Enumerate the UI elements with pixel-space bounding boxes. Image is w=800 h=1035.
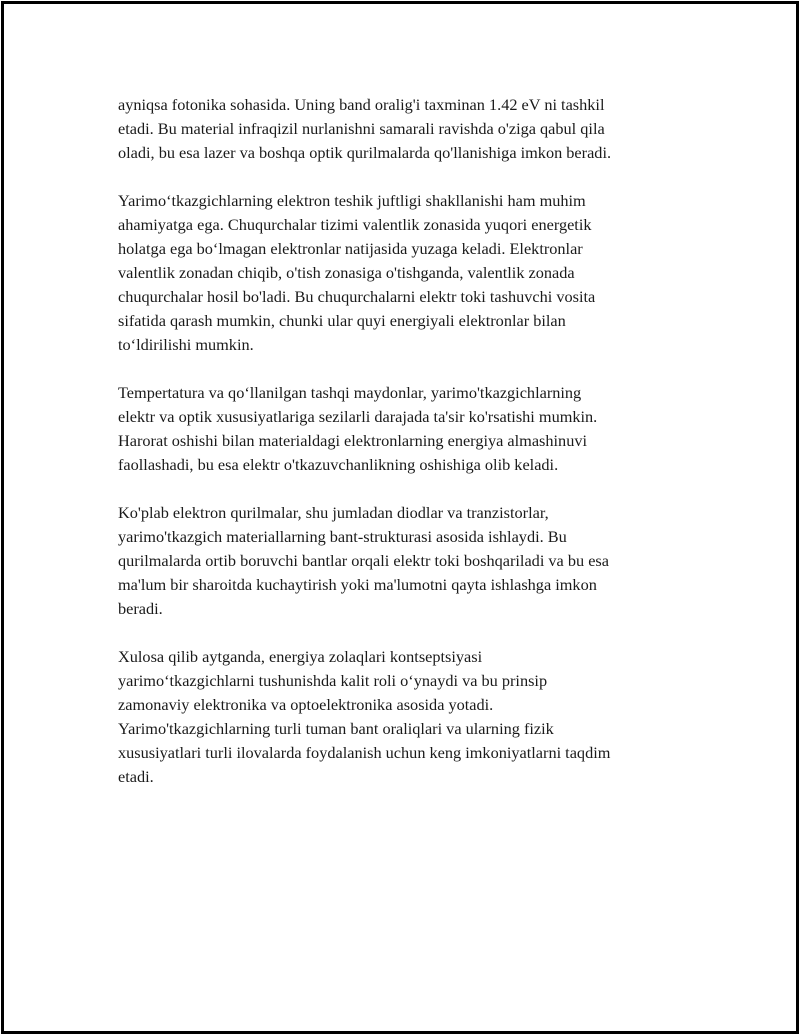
- paragraph-conclusion: [118, 645, 680, 789]
- text-line: Xulosa qilib aytganda, energiya zolaqlari kontseptsiyasi: [118, 647, 483, 666]
- text-line: oladi, bu esa lazer va boshqa optik qurilmalarda qo'llanishiga imkon beradi.: [118, 143, 612, 162]
- text-line: etadi.: [118, 767, 154, 786]
- text-line: etadi. Bu material infraqizil nurlanishni samarali ravishda o'ziga qabul qila: [118, 119, 605, 138]
- paragraph-temperature-effects: [118, 381, 680, 477]
- text-line: sifatida qarash mumkin, chunki ular quyi energiyali elektronlar bilan: [118, 311, 566, 330]
- text-line: xususiyatlari turli ilovalarda foydalanish uchun keng imkoniyatlarni taqdim: [118, 743, 611, 762]
- text-line: Harorat oshishi bilan materialdagi elektronlarning energiya almashinuvi: [118, 431, 587, 450]
- text-line: beradi.: [118, 599, 163, 618]
- text-line: qurilmalarda ortib boruvchi bantlar orqali elektr toki boshqariladi va bu esa: [118, 551, 609, 570]
- text-line: Yarimo‘tkazgichlarning elektron teshik juftligi shakllanishi ham muhim: [118, 191, 586, 210]
- text-line: Yarimo'tkazgichlarning turli tuman bant oraliqlari va ularning fizik: [118, 719, 554, 738]
- paragraph-electronic-devices: [118, 501, 680, 621]
- text-line: elektr va optik xususiyatlariga sezilarli darajada ta'sir ko'rsatishi mumkin.: [118, 407, 598, 426]
- text-line: Ko'plab elektron qurilmalar, shu jumladan diodlar va tranzistorlar,: [118, 503, 549, 522]
- text-line: valentlik zonadan chiqib, o'tish zonasiga o'tishganda, valentlik zonada: [118, 263, 575, 282]
- text-line: to‘ldirilishi mumkin.: [118, 335, 254, 354]
- text-line: ahamiyatga ega. Chuqurchalar tizimi valentlik zonasida yuqori energetik: [118, 215, 592, 234]
- text-line: ayniqsa fotonika sohasida. Uning band oralig'i taxminan 1.42 eV ni tashkil: [118, 95, 605, 114]
- text-line: ma'lum bir sharoitda kuchaytirish yoki ma'lumotni qayta ishlashga imkon: [118, 575, 597, 594]
- text-line: chuqurchalar hosil bo'ladi. Bu chuqurchalarni elektr toki tashuvchi vosita: [118, 287, 596, 306]
- paragraph-gaas-bandgap: [118, 93, 680, 165]
- text-line: yarimo'tkazgich materiallarning bant-strukturasi asosida ishlaydi. Bu: [118, 527, 567, 546]
- text-line: Tempertatura va qo‘llanilgan tashqi maydonlar, yarimo'tkazgichlarning: [118, 383, 582, 402]
- document-body: [118, 93, 680, 813]
- text-line: zamonaviy elektronika va optoelektronika asosida yotadi.: [118, 695, 494, 714]
- text-line: yarimo‘tkazgichlarni tushunishda kalit roli o‘ynaydi va bu prinsip: [118, 671, 548, 690]
- paragraph-electron-hole-pairs: [118, 189, 680, 357]
- text-line: faollashadi, bu esa elektr o'tkazuvchanlikning oshishiga olib keladi.: [118, 455, 559, 474]
- text-line: holatga ega bo‘lmagan elektronlar natijasida yuzaga keladi. Elektronlar: [118, 239, 583, 258]
